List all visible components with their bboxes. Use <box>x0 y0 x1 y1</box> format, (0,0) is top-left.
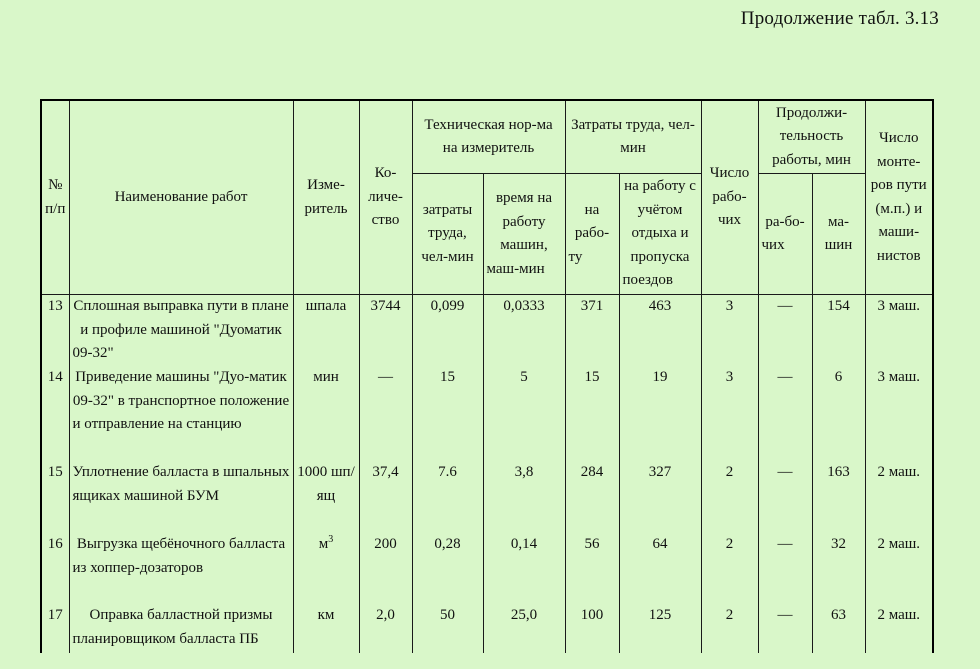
row-norm-labor: 0,28 <box>412 533 483 604</box>
row-workers: 2 <box>701 461 758 533</box>
row-name: Сплошная выправка пути в плане и профиле машиной "Дуоматик 09-32" <box>69 295 293 367</box>
row-dur-workers: — <box>758 604 812 653</box>
row-qty: 3744 <box>359 295 412 367</box>
row-norm-machine: 0,0333 <box>483 295 565 367</box>
row-num: 16 <box>41 533 69 604</box>
row-norm-machine: 0,14 <box>483 533 565 604</box>
row-name: Уплотнение балласта в шпальных ящиках машиной БУМ <box>69 461 293 533</box>
row-dur-machines: 6 <box>812 366 865 461</box>
row-norm-machine: 3,8 <box>483 461 565 533</box>
header-num: № п/п <box>41 100 69 295</box>
row-unit: км <box>293 604 359 653</box>
row-name: Выгрузка щебёночного балласта из хоппер-дозаторов <box>69 533 293 604</box>
header-dur-machines: ма-шин <box>812 174 865 295</box>
row-labor-work: 15 <box>565 366 619 461</box>
row-labor-work: 100 <box>565 604 619 653</box>
header-name: Наименование работ <box>69 100 293 295</box>
row-unit: шпала <box>293 295 359 367</box>
header-labor-work: на рабо-ту <box>565 174 619 295</box>
row-num: 13 <box>41 295 69 367</box>
row-dur-workers: — <box>758 533 812 604</box>
header-tech-norm: Техническая нор-ма на измеритель <box>412 100 565 174</box>
row-labor-rest: 64 <box>619 533 701 604</box>
table-row <box>41 461 933 533</box>
row-workers: 2 <box>701 533 758 604</box>
row-norm-machine: 25,0 <box>483 604 565 653</box>
row-labor-work: 56 <box>565 533 619 604</box>
row-dur-workers: — <box>758 461 812 533</box>
row-fitters: 3 маш. <box>865 295 933 367</box>
table-caption: Продолжение табл. 3.13 <box>740 8 939 29</box>
row-dur-workers: — <box>758 366 812 461</box>
row-unit: 1000 шп/ящ <box>293 461 359 533</box>
row-unit-exponent: 3 <box>328 534 334 545</box>
row-dur-machines: 163 <box>812 461 865 533</box>
row-name: Приведение машины "Дуо-матик 09-32" в транспортное положение и отправление на станцию <box>69 366 293 461</box>
header-dur-workers: ра-бо-чих <box>758 174 812 295</box>
header-labor-cost: Затраты труда, чел-мин <box>565 100 701 174</box>
row-name: Оправка балластной призмы планировщиком балласта ПБ <box>69 604 293 653</box>
table-row <box>41 604 933 653</box>
row-labor-work: 284 <box>565 461 619 533</box>
header-unit: Изме-ритель <box>293 100 359 295</box>
row-dur-workers: — <box>758 295 812 367</box>
row-num: 14 <box>41 366 69 461</box>
row-num: 15 <box>41 461 69 533</box>
table-row <box>41 533 933 604</box>
row-fitters: 3 маш. <box>865 366 933 461</box>
row-labor-rest: 125 <box>619 604 701 653</box>
row-fitters: 2 маш. <box>865 604 933 653</box>
row-qty: 37,4 <box>359 461 412 533</box>
header-row-1 <box>41 100 933 174</box>
row-fitters: 2 маш. <box>865 461 933 533</box>
row-norm-labor: 0,099 <box>412 295 483 367</box>
row-norm-machine: 5 <box>483 366 565 461</box>
table-row <box>41 366 933 461</box>
row-labor-rest: 463 <box>619 295 701 367</box>
row-labor-work: 371 <box>565 295 619 367</box>
row-workers: 2 <box>701 604 758 653</box>
row-num: 17 <box>41 604 69 653</box>
header-fitters: Число монте-ров пути (м.п.) и маши-нистов <box>865 100 933 295</box>
row-labor-rest: 327 <box>619 461 701 533</box>
header-workers-count: Число рабо-чих <box>701 100 758 295</box>
row-norm-labor: 50 <box>412 604 483 653</box>
header-qty: Ко-личе-ство <box>359 100 412 295</box>
header-tech-machine: время на работу машин, маш-мин <box>483 174 565 295</box>
row-norm-labor: 15 <box>412 366 483 461</box>
row-workers: 3 <box>701 295 758 367</box>
header-duration: Продолжи-тельность работы, мин <box>758 100 865 174</box>
row-qty: 2,0 <box>359 604 412 653</box>
header-labor-rest: на работу с учётом отдыха и пропуска поездов <box>619 174 701 295</box>
row-qty: — <box>359 366 412 461</box>
header-tech-labor: затраты труда, чел-мин <box>412 174 483 295</box>
row-unit: мин <box>293 366 359 461</box>
works-table <box>40 99 934 653</box>
row-dur-machines: 154 <box>812 295 865 367</box>
row-unit <box>293 533 359 604</box>
row-unit-base: м <box>318 536 329 552</box>
row-dur-machines: 32 <box>812 533 865 604</box>
row-dur-machines: 63 <box>812 604 865 653</box>
row-fitters: 2 маш. <box>865 533 933 604</box>
table-row <box>41 295 933 367</box>
row-workers: 3 <box>701 366 758 461</box>
row-labor-rest: 19 <box>619 366 701 461</box>
row-norm-labor: 7.6 <box>412 461 483 533</box>
row-qty: 200 <box>359 533 412 604</box>
